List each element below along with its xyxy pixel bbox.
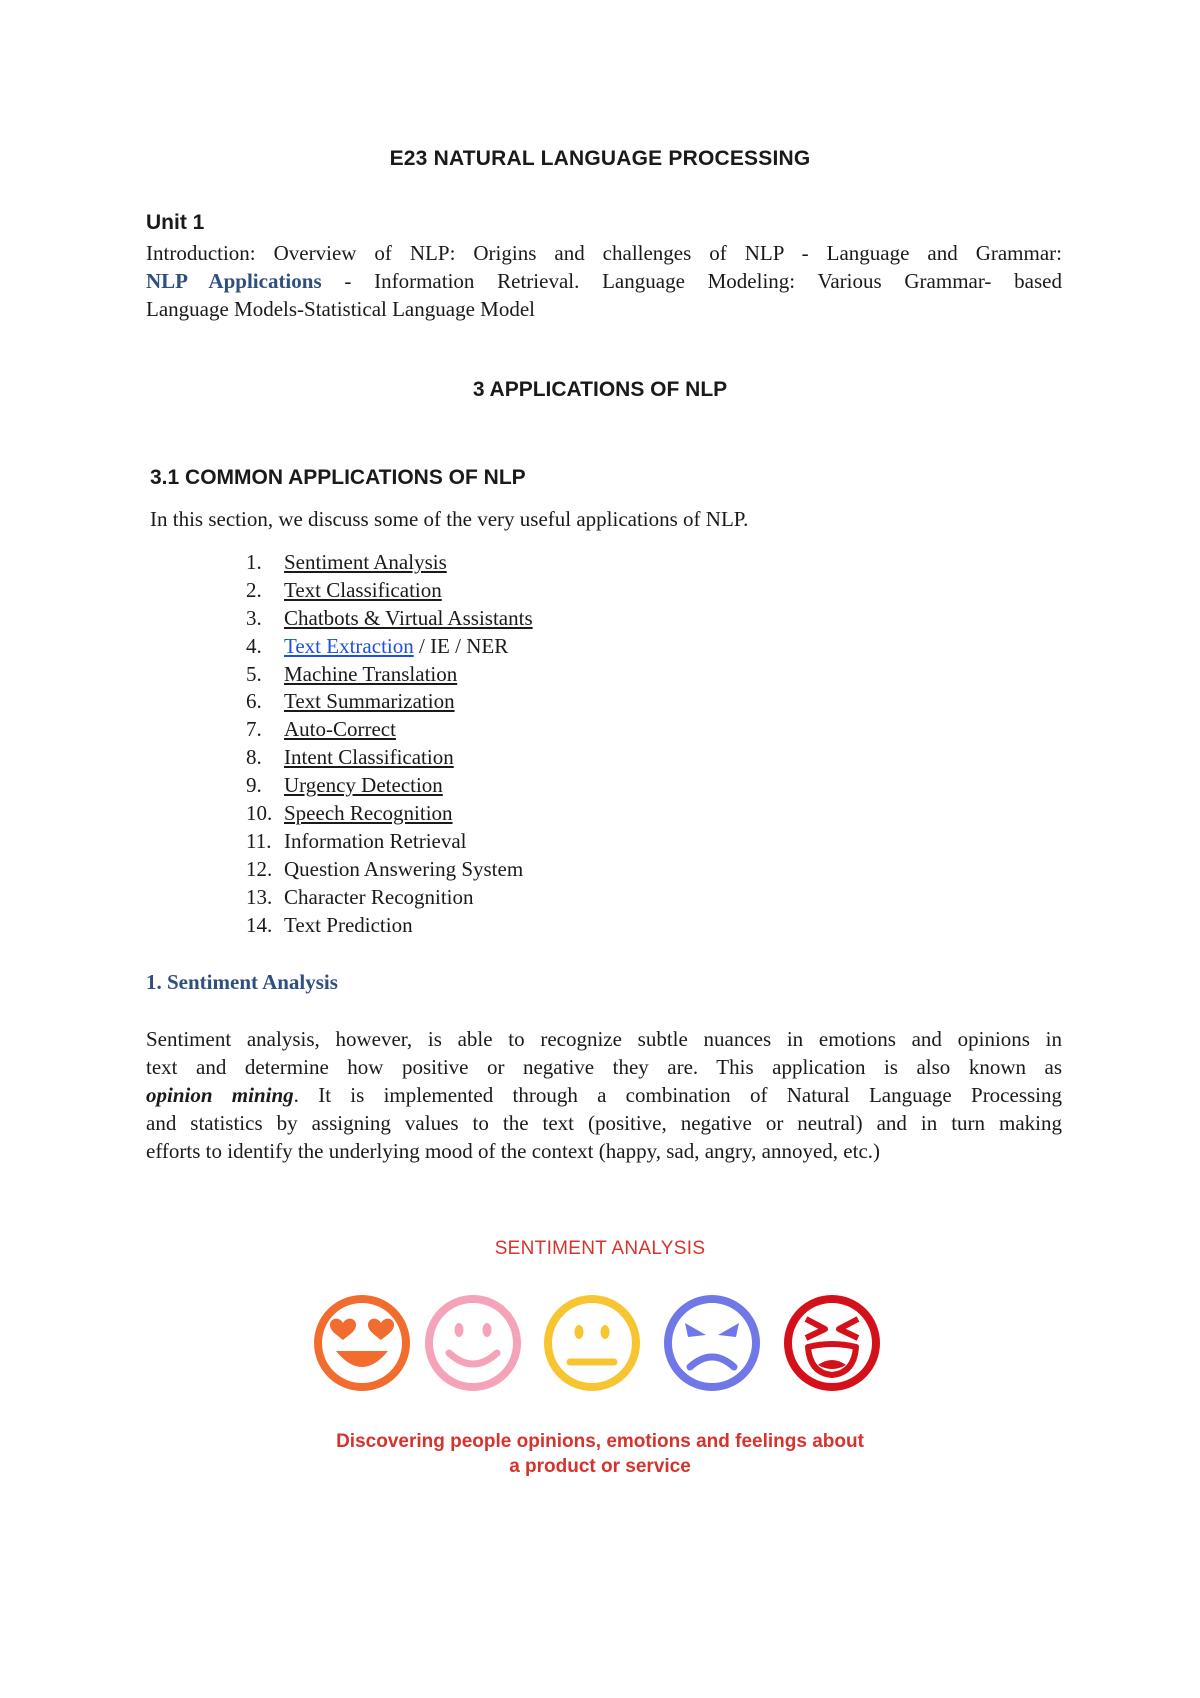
list-item [246,884,533,912]
application-label: Text Prediction [284,912,413,937]
list-number: 12. [246,856,273,881]
list-number: 8. [246,745,262,770]
angry-face-icon [668,1299,756,1387]
application-link[interactable]: Speech Recognition [284,801,453,826]
list-number: 3. [246,605,262,630]
sentiment-analysis-heading: 1. Sentiment Analysis [146,970,338,994]
list-number: 14. [246,912,273,937]
list-item [246,856,533,884]
list-number: 4. [246,633,262,658]
opinion-mining-term: opinion mining [146,1083,294,1107]
application-label: Character Recognition [284,884,474,909]
list-item-suffix: / IE / NER [413,633,509,658]
list-item [246,661,533,689]
list-item [246,549,533,577]
list-item [246,744,533,772]
neutral-face-icon [548,1299,636,1387]
section-intro: In this section, we discuss some of the very useful applications of NLP. [150,507,749,531]
unit-description [146,239,1062,323]
paragraph-line-rest: . It is implemented through a combination of Natural Language Processing [293,1083,1063,1107]
application-link[interactable]: Machine Translation [284,661,458,686]
section-title: 3 APPLICATIONS OF NLP [472,378,728,401]
paragraph-line: efforts to identify the underlying mood of the context (happy, sad, angry, annoyed, etc.) [146,1139,881,1163]
application-link[interactable]: Auto-Correct [284,717,396,742]
figure-caption [0,1429,1200,1479]
application-label: Information Retrieval [284,828,467,853]
list-item [246,577,533,605]
application-link[interactable]: Text Summarization [284,689,455,714]
happy-face-icon [429,1299,517,1387]
list-item [246,828,533,856]
sentiment-faces-figure [0,1288,1200,1398]
list-item [246,688,533,716]
paragraph-line [146,1081,1062,1109]
unit-line-3: Language Models-Statistical Language Model [146,297,535,321]
list-number: 13. [246,884,273,909]
unit-line-1: Introduction: Overview of NLP: Origins and challenges of NLP - Language and Grammar: [146,241,1062,265]
caption-line-1: Discovering people opinions, emotions and feelings about [336,1431,864,1452]
nlp-applications-highlight: NLP Applications [146,269,322,293]
list-number: 2. [246,577,262,602]
list-item [246,605,533,633]
application-link[interactable]: Sentiment Analysis [284,550,447,574]
list-number: 6. [246,689,262,714]
unit-heading: Unit 1 [146,211,205,234]
furious-face-icon [788,1299,876,1387]
applications-list [246,549,533,939]
love-face-icon [318,1299,406,1387]
list-number: 7. [246,717,262,742]
subsection-title: 3.1 COMMON APPLICATIONS OF NLP [150,466,526,489]
paragraph-line: and statistics by assigning values to the text (positive, negative or neutral) and in turn making [146,1111,1062,1135]
unit-line-2-rest: - Information Retrieval. Language Modeling: Various Grammar- based [321,269,1062,293]
document-title: E23 NATURAL LANGUAGE PROCESSING [389,147,811,170]
text-extraction-link[interactable]: Text Extraction [284,633,414,658]
application-label: Question Answering System [284,856,524,881]
figure-title: SENTIMENT ANALYSIS [494,1238,706,1259]
list-item [246,772,533,800]
list-item [246,716,533,744]
list-number: 10. [246,801,273,826]
application-link[interactable]: Urgency Detection [284,773,443,798]
list-number: 1. [246,550,262,574]
application-link[interactable]: Text Classification [284,577,442,602]
list-number: 9. [246,773,262,798]
application-link[interactable]: Chatbots & Virtual Assistants [284,605,533,630]
unit-line-2 [146,267,1062,295]
paragraph-line: Sentiment analysis, however, is able to recognize subtle nuances in emotions and opinions in [146,1027,1062,1051]
paragraph-line: text and determine how positive or negative they are. This application is also known as [146,1055,1062,1079]
list-number: 5. [246,661,262,686]
list-item [246,912,533,940]
list-number: 11. [246,828,272,853]
list-item [246,633,533,661]
caption-line-2: a product or service [509,1456,691,1477]
list-item [246,800,533,828]
sentiment-analysis-paragraph [146,1025,1062,1165]
application-link[interactable]: Intent Classification [284,745,454,770]
